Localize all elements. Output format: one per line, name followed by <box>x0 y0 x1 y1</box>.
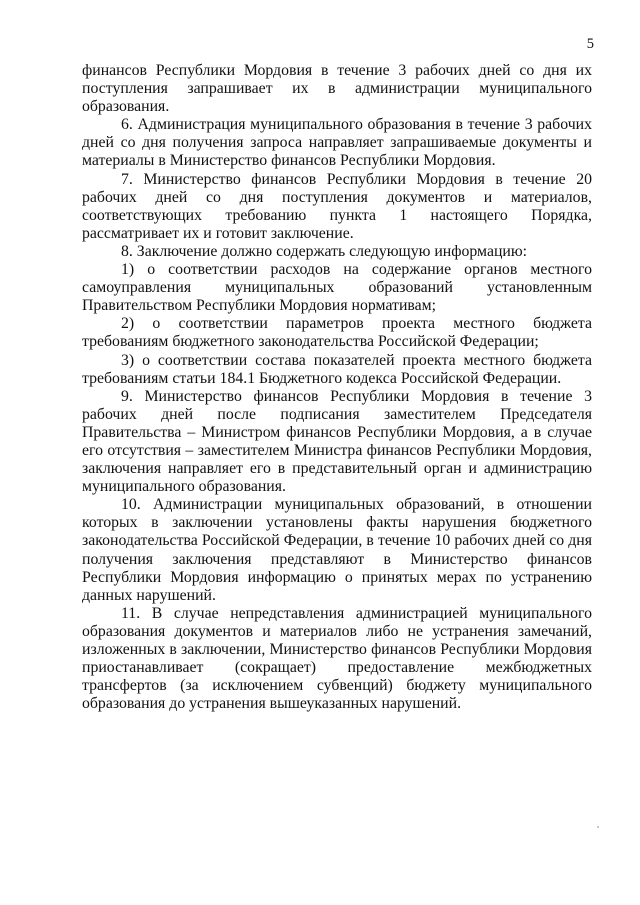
document-body <box>82 62 592 713</box>
paragraph-item-8-1: 1) о соответствии расходов на содержание органов местного самоуправления муниципальных образований установленным Правительством Республики Мордовия нормативам; <box>82 261 592 315</box>
paragraph-item-8-2: 2) о соответствии параметров проекта местного бюджета требованиям бюджетного законодательства Российской Федерации; <box>82 315 592 351</box>
paragraph-item-11: 11. В случае непредставления администрацией муниципального образования документов и материалов либо не устранения замечаний, изложенных в заключении, Министерство финансов Республики Мордовия приостанавливает (сокращает) предоставление межбюджетных трансфертов (за исключением субвенций) бюджету муниципального образования до устранения вышеуказанных нарушений. <box>82 604 592 713</box>
paragraph-item-10: 10. Администрации муниципальных образований, в отношении которых в заключении установлены факты нарушения бюджетного законодательства Российской Федерации, в течение 10 рабочих дней со дня получения заключения представляют в Министерство финансов Республики Мордовия информацию о принятых мерах по устранению данных нарушений. <box>82 496 592 604</box>
paragraph-item-6: 6. Администрация муниципального образования в течение 3 рабочих дней со дня получения запроса направляет запрашиваемые документы и материалы в Министерство финансов Республики Мордовия. <box>82 116 592 170</box>
paragraph-item-8: 8. Заключение должно содержать следующую информацию: <box>121 242 528 260</box>
page-number: 5 <box>586 36 594 52</box>
paragraph-item-8-3: 3) о соответствии состава показателей проекта местного бюджета требованиям статьи 184.1 Бюджетного кодекса Российской Федерации. <box>82 351 592 387</box>
paragraph-item-9: 9. Министерство финансов Республики Мордовия в течение 3 рабочих дней после подписания заместителем Председателя Правительства – Министром финансов Республики Мордовия, а в случае его отсутствия – заместителем Министра финансов Республики Мордовия, заключения направляет его в представительный орган и администрацию муниципального образования. <box>82 387 592 496</box>
paragraph-continuation: финансов Республики Мордовия в течение 3 рабочих дней со дня их поступления запрашивает их в администрации муниципального образования. <box>82 62 592 116</box>
paragraph-item-7: 7. Министерство финансов Республики Мордовия в течение 20 рабочих дней со дня поступления документов и материалов, соответствующих требованию пункта 1 настоящего Порядка, рассматривает их и готовит заключение. <box>82 170 592 242</box>
scan-speck <box>597 826 599 828</box>
